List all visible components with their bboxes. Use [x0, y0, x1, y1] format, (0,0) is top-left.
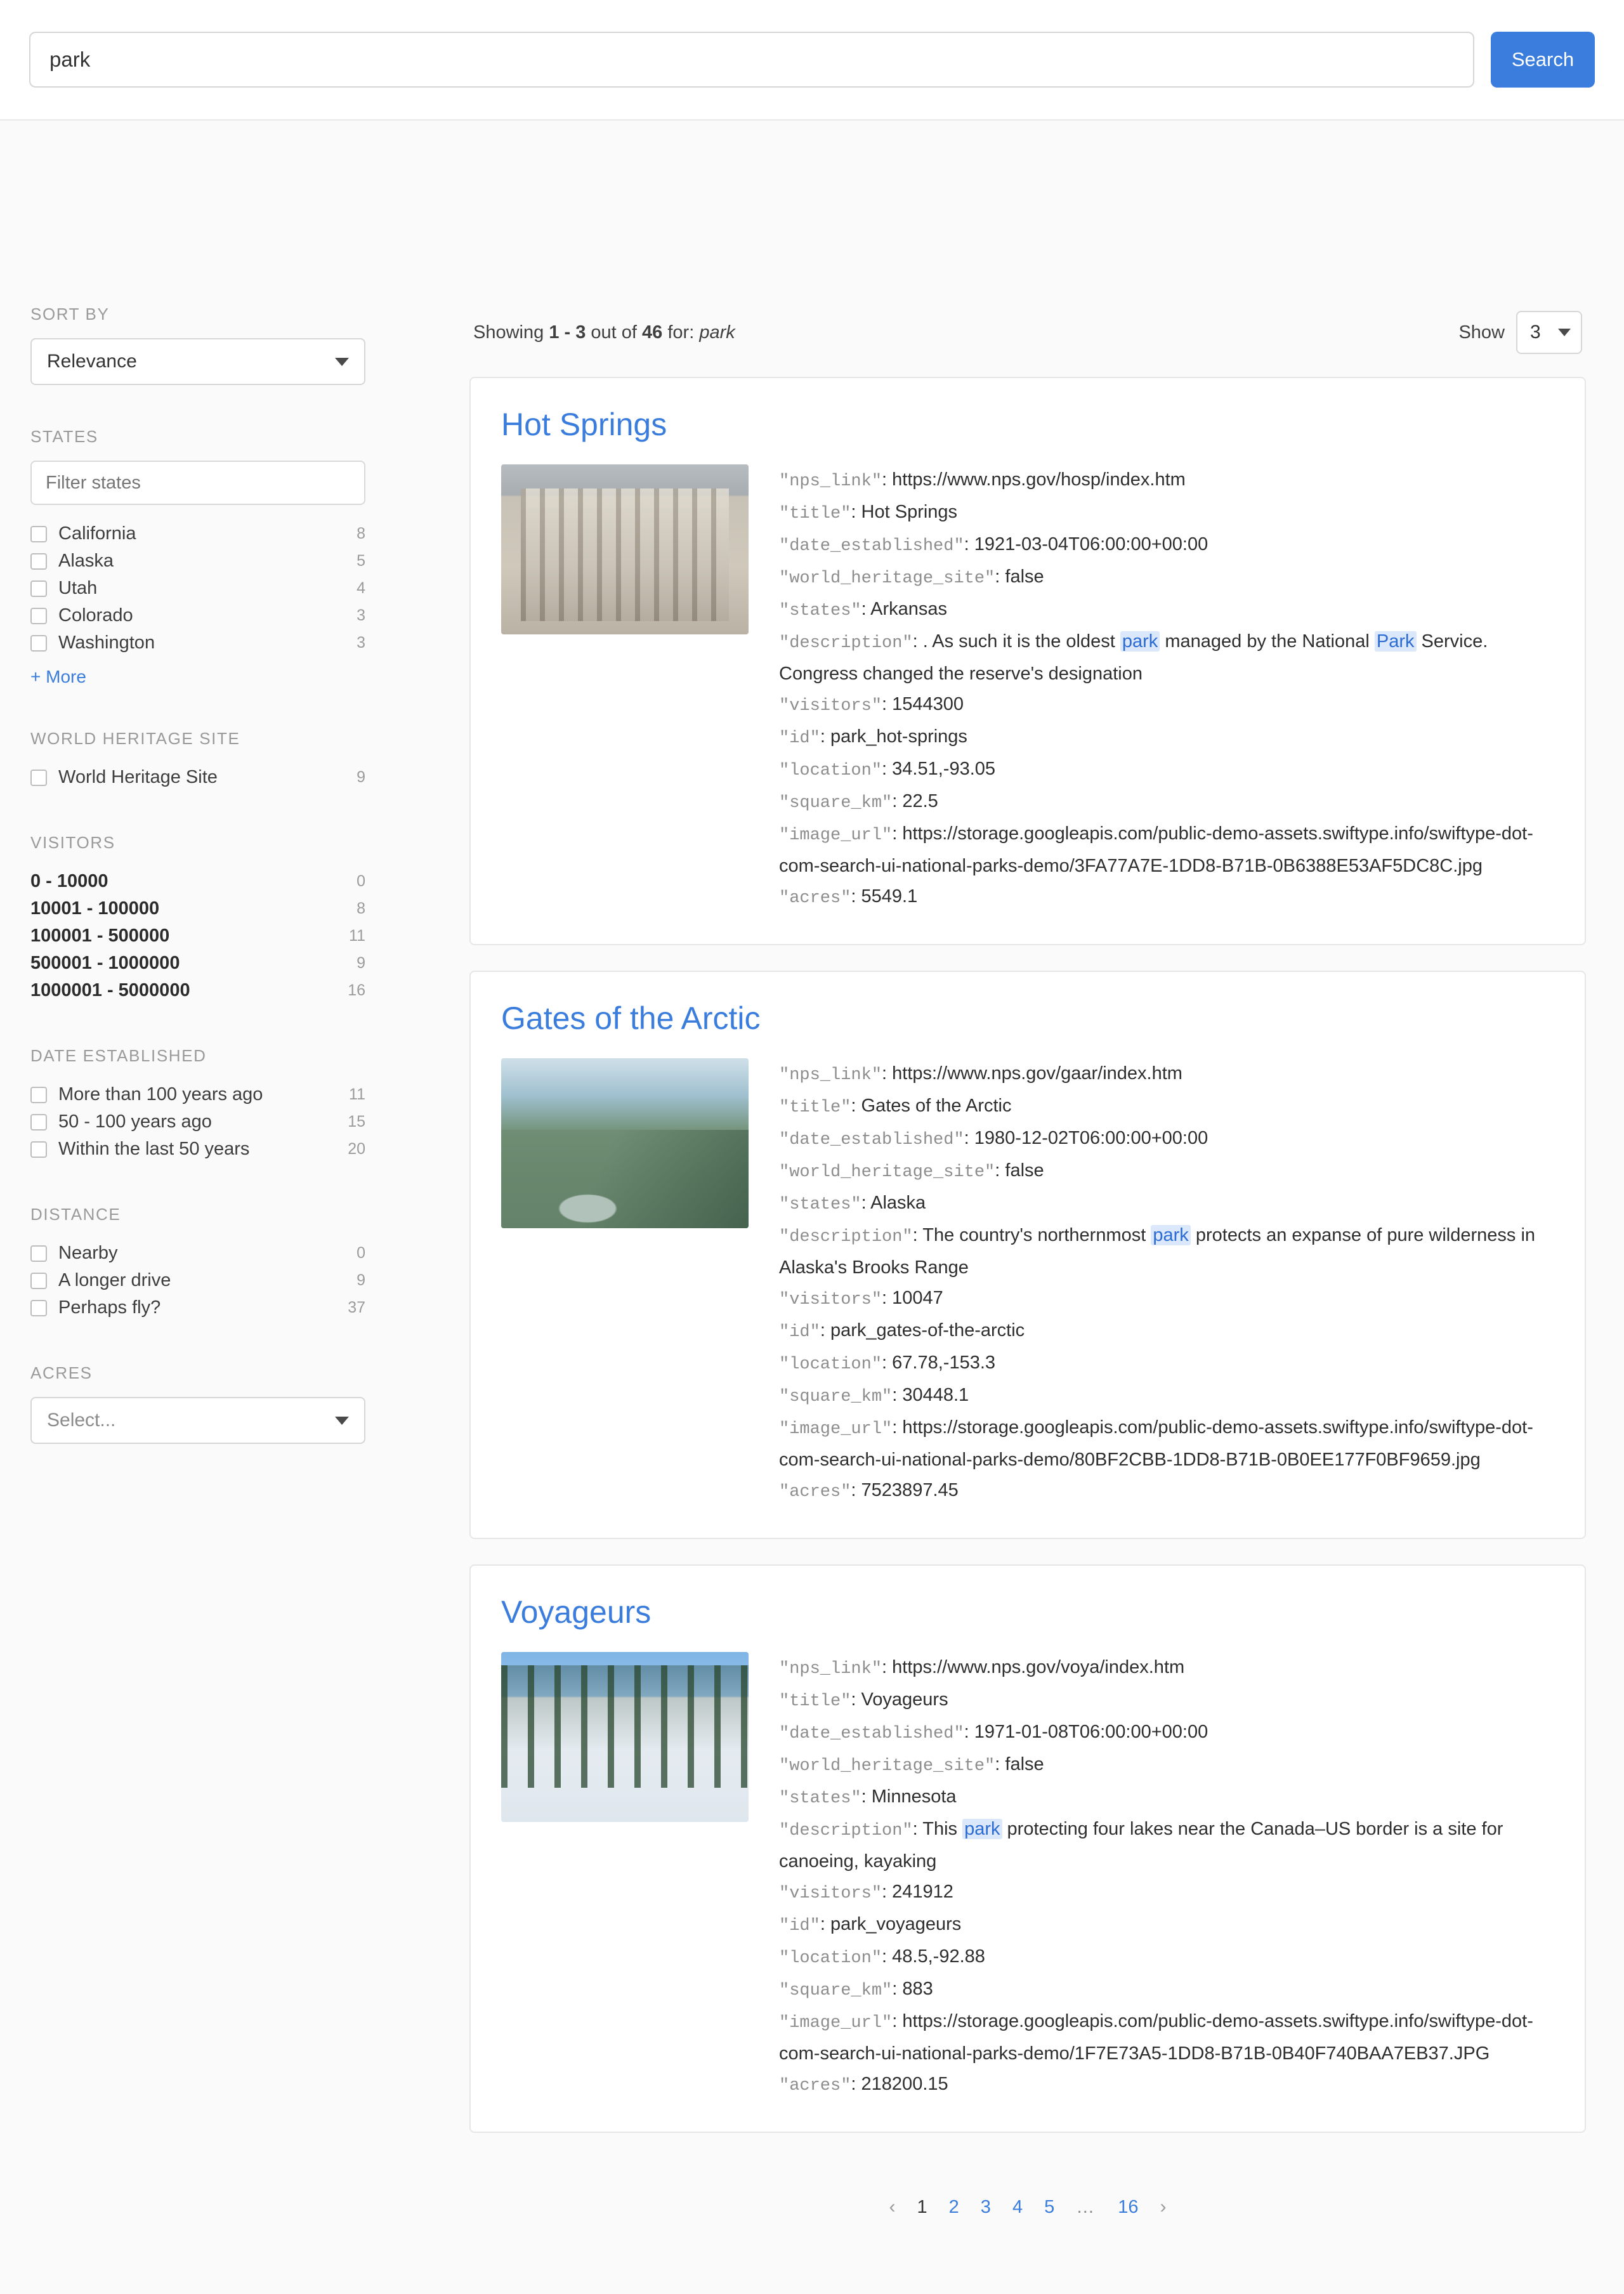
facet-option-count: 16 [348, 981, 365, 999]
distance-options [30, 1240, 444, 1321]
pagination-page-2[interactable]: 2 [948, 2196, 959, 2217]
checkbox-icon[interactable] [30, 1087, 47, 1103]
search-bar [0, 0, 1624, 121]
results-area [444, 121, 1624, 2294]
facet-option-label: More than 100 years ago [58, 1084, 263, 1104]
showing-query: park [699, 322, 735, 343]
facet-option-label: Washington [58, 632, 155, 653]
facet-option-count: 8 [357, 900, 365, 917]
checkbox-icon[interactable] [30, 1245, 47, 1262]
facet-option-count: 3 [357, 634, 365, 652]
result-title-link[interactable]: Hot Springs [501, 407, 667, 442]
facet-states [30, 427, 444, 687]
facet-option[interactable] [30, 922, 365, 950]
showing-prefix: Showing [473, 322, 544, 343]
result-field: "nps_link": https://www.nps.gov/hosp/index.htm [779, 469, 1186, 491]
pagination-page-4[interactable]: 4 [1012, 2196, 1023, 2217]
facet-option-count: 11 [349, 927, 365, 945]
checkbox-icon[interactable] [30, 770, 47, 786]
result-field: "acres": 218200.15 [779, 2074, 948, 2095]
result-field: "date_established": 1971-01-08T06:00:00+00:00 [779, 1722, 1208, 1743]
page-layout [0, 121, 1624, 2294]
states-filter-input[interactable] [30, 461, 365, 505]
facet-option-label: 1000001 - 5000000 [30, 980, 190, 1000]
results-count-text [473, 322, 735, 343]
page-size-select[interactable] [1516, 311, 1582, 354]
facet-option-count: 20 [348, 1140, 365, 1158]
result-field: "visitors": 241912 [779, 1882, 953, 1903]
facet-option-count: 9 [357, 1271, 365, 1289]
facet-option[interactable] [30, 602, 365, 629]
result-field: "world_heritage_site": false [779, 1754, 1044, 1776]
facet-title-acres: ACRES [30, 1363, 93, 1382]
sort-by-select[interactable] [30, 338, 365, 385]
facet-option-label: Utah [58, 578, 98, 598]
facet-date-established [30, 1046, 444, 1163]
facet-world-heritage-site [30, 729, 444, 791]
result-field-description: "description": The country's northernmost park protects an expanse of pure wilderness in Alaska's Brooks Range [779, 1225, 1536, 1278]
result-field: "visitors": 1544300 [779, 694, 964, 716]
facet-distance [30, 1205, 444, 1321]
result-card [469, 377, 1586, 945]
result-fields [779, 1058, 1554, 1507]
facet-visitors [30, 833, 444, 1004]
description-text: . As such it is the oldest park managed by the National Park Service. Congress changed the reserve's designation [779, 631, 1488, 684]
facet-title-world-heritage-site: WORLD HERITAGE SITE [30, 729, 240, 748]
result-field: "id": park_voyageurs [779, 1914, 962, 1936]
facet-option-label: 50 - 100 years ago [58, 1111, 212, 1132]
page-size-value: 3 [1530, 322, 1541, 343]
result-field: "visitors": 10047 [779, 1288, 943, 1309]
visitors-options [30, 868, 444, 1004]
facet-option-label: World Heritage Site [58, 767, 218, 787]
result-card [469, 971, 1586, 1539]
facet-option[interactable] [30, 1108, 365, 1136]
result-field: "location": 67.78,-153.3 [779, 1353, 996, 1374]
chevron-down-icon [1558, 329, 1571, 336]
result-field: "id": park_hot-springs [779, 726, 967, 748]
result-field: "location": 48.5,-92.88 [779, 1946, 985, 1968]
world-heritage-options [30, 764, 444, 791]
results-header [469, 311, 1586, 354]
pagination [469, 2158, 1586, 2294]
result-field: "nps_link": https://www.nps.gov/gaar/index.htm [779, 1063, 1182, 1085]
result-fields [779, 1652, 1554, 2101]
facet-option[interactable] [30, 895, 365, 922]
showing-outof: out of [591, 322, 637, 343]
result-field: "nps_link": https://www.nps.gov/voya/index.htm [779, 1657, 1185, 1679]
result-field: "date_established": 1980-12-02T06:00:00+00:00 [779, 1128, 1208, 1150]
result-field: "states": Minnesota [779, 1786, 957, 1808]
showing-for: for: [667, 322, 695, 343]
result-field: "id": park_gates-of-the-arctic [779, 1320, 1025, 1342]
facet-option-label: 0 - 10000 [30, 871, 108, 891]
facet-option-label: Nearby [58, 1243, 118, 1263]
facet-option-count: 0 [357, 1244, 365, 1262]
search-input[interactable] [29, 32, 1474, 88]
search-button[interactable]: Search [1491, 32, 1595, 88]
facet-option-label: California [58, 523, 136, 544]
pagination-ellipsis: … [1076, 2196, 1097, 2217]
result-field: "date_established": 1921-03-04T06:00:00+00:00 [779, 534, 1208, 556]
checkbox-icon[interactable] [30, 1300, 47, 1316]
sort-by-value: Relevance [47, 351, 137, 372]
pagination-page-5[interactable]: 5 [1044, 2196, 1055, 2217]
facet-option[interactable] [30, 1136, 365, 1163]
facet-acres [30, 1363, 444, 1444]
pagination-next[interactable]: › [1160, 2196, 1167, 2217]
facet-option-label: 500001 - 1000000 [30, 953, 180, 973]
facet-option-count: 9 [357, 768, 365, 786]
facet-title-date-established: DATE ESTABLISHED [30, 1046, 207, 1065]
facet-option[interactable] [30, 868, 365, 895]
result-field: "acres": 5549.1 [779, 886, 918, 908]
result-field: "title": Voyageurs [779, 1689, 948, 1711]
facet-option[interactable] [30, 547, 365, 575]
facet-option-label: A longer drive [58, 1270, 171, 1290]
result-field-description: "description": This park protecting four lakes near the Canada–US border is a site for canoeing, kayaking [779, 1819, 1503, 1871]
facet-option-count: 11 [349, 1085, 365, 1103]
pagination-page-3[interactable]: 3 [980, 2196, 991, 2217]
result-field: "image_url": https://storage.googleapis.com/public-demo-assets.swiftype.info/swiftype-dot-com-search-ui-national-parks-demo/80BF2CBB-1DD8-B71B-0B0EE177F0BF9659.jpg [779, 1417, 1533, 1470]
checkbox-icon[interactable] [30, 526, 47, 542]
result-body [501, 464, 1554, 914]
facet-option[interactable] [30, 575, 365, 602]
facet-sort-by [30, 305, 444, 385]
checkbox-icon[interactable] [30, 1141, 47, 1158]
facet-option-label: Colorado [58, 605, 133, 626]
facet-option-label: Perhaps fly? [58, 1297, 161, 1318]
description-text: This park protecting four lakes near the Canada–US border is a site for canoeing, kayaking [779, 1819, 1503, 1871]
showing-range: 1 - 3 [549, 322, 586, 343]
checkbox-icon[interactable] [30, 1114, 47, 1131]
facet-option[interactable] [30, 520, 365, 547]
facet-option[interactable] [30, 1081, 365, 1108]
facet-title-visitors: VISITORS [30, 833, 115, 852]
result-field: "title": Gates of the Arctic [779, 1096, 1012, 1117]
result-field: "image_url": https://storage.googleapis.com/public-demo-assets.swiftype.info/swiftype-dot-com-search-ui-national-parks-demo/1F7E73A5-1DD8-B71B-0B40F740BAA7EB37.JPG [779, 2011, 1533, 2064]
states-more-link[interactable]: + More [30, 667, 86, 686]
facet-option-count: 37 [348, 1299, 365, 1316]
showing-total: 46 [642, 322, 663, 343]
result-field: "square_km": 883 [779, 1979, 933, 2000]
facet-option[interactable] [30, 950, 365, 977]
facet-option-count: 0 [357, 872, 365, 890]
result-thumbnail [501, 464, 749, 634]
checkbox-icon[interactable] [30, 1273, 47, 1289]
result-body [501, 1652, 1554, 2101]
page-size-label: Show [1458, 322, 1505, 343]
facet-option-count: 9 [357, 954, 365, 972]
result-title-link[interactable]: Voyageurs [501, 1594, 652, 1630]
result-thumbnail [501, 1652, 749, 1822]
facet-option-label: Within the last 50 years [58, 1139, 250, 1159]
facet-option[interactable] [30, 764, 365, 791]
description-text: The country's northernmost park protects an expanse of pure wilderness in Alaska's Brooks Range [779, 1225, 1536, 1278]
chevron-down-icon [335, 358, 349, 366]
result-fields [779, 464, 1554, 914]
facet-option-count: 3 [357, 606, 365, 624]
facet-option[interactable] [30, 1294, 365, 1321]
pagination-page-1: 1 [917, 2196, 927, 2217]
facet-option-count: 8 [357, 525, 365, 542]
result-field: "square_km": 22.5 [779, 791, 938, 813]
checkbox-icon[interactable] [30, 580, 47, 597]
result-card [469, 1564, 1586, 2133]
facet-option-label: 10001 - 100000 [30, 898, 160, 919]
result-field: "square_km": 30448.1 [779, 1385, 969, 1406]
states-options [30, 520, 444, 657]
acres-select-value: Select... [47, 1410, 116, 1431]
facet-option-label: 100001 - 500000 [30, 926, 170, 946]
facets-sidebar [0, 121, 444, 1486]
facet-option[interactable] [30, 977, 365, 1004]
result-field: "location": 34.51,-93.05 [779, 759, 996, 780]
result-field: "title": Hot Springs [779, 502, 958, 523]
facet-option-label: Alaska [58, 551, 114, 571]
facet-title-distance: DISTANCE [30, 1205, 121, 1224]
result-field: "world_heritage_site": false [779, 1160, 1044, 1182]
result-title-link[interactable]: Gates of the Arctic [501, 1000, 761, 1036]
result-field-description: "description": . As such it is the oldest park managed by the National Park Service. Congress changed the reserve's designation [779, 631, 1488, 684]
pagination-page-last[interactable]: 16 [1118, 2196, 1139, 2217]
result-field: "acres": 7523897.45 [779, 1480, 959, 1502]
result-field: "world_heritage_site": false [779, 567, 1044, 588]
result-field: "states": Alaska [779, 1193, 926, 1214]
facet-option-count: 15 [348, 1113, 365, 1131]
pagination-prev[interactable]: ‹ [889, 2196, 896, 2217]
facet-option[interactable] [30, 629, 365, 657]
facet-title-sort-by: SORT BY [30, 305, 110, 324]
result-thumbnail [501, 1058, 749, 1228]
facet-option[interactable] [30, 1240, 365, 1267]
checkbox-icon[interactable] [30, 608, 47, 624]
chevron-down-icon [335, 1417, 349, 1425]
result-field: "image_url": https://storage.googleapis.com/public-demo-assets.swiftype.info/swiftype-dot-com-search-ui-national-parks-demo/3FA77A7E-1DD8-B71B-0B6388E53AF5DC8C.jpg [779, 823, 1533, 876]
acres-select[interactable] [30, 1397, 365, 1444]
checkbox-icon[interactable] [30, 553, 47, 570]
facet-option-count: 4 [357, 579, 365, 597]
facet-title-states: STATES [30, 427, 98, 446]
date-established-options [30, 1081, 444, 1163]
result-field: "states": Arkansas [779, 599, 948, 620]
facet-option-count: 5 [357, 552, 365, 570]
page-size-control [1458, 311, 1582, 354]
facet-option[interactable] [30, 1267, 365, 1294]
checkbox-icon[interactable] [30, 635, 47, 652]
result-body [501, 1058, 1554, 1507]
